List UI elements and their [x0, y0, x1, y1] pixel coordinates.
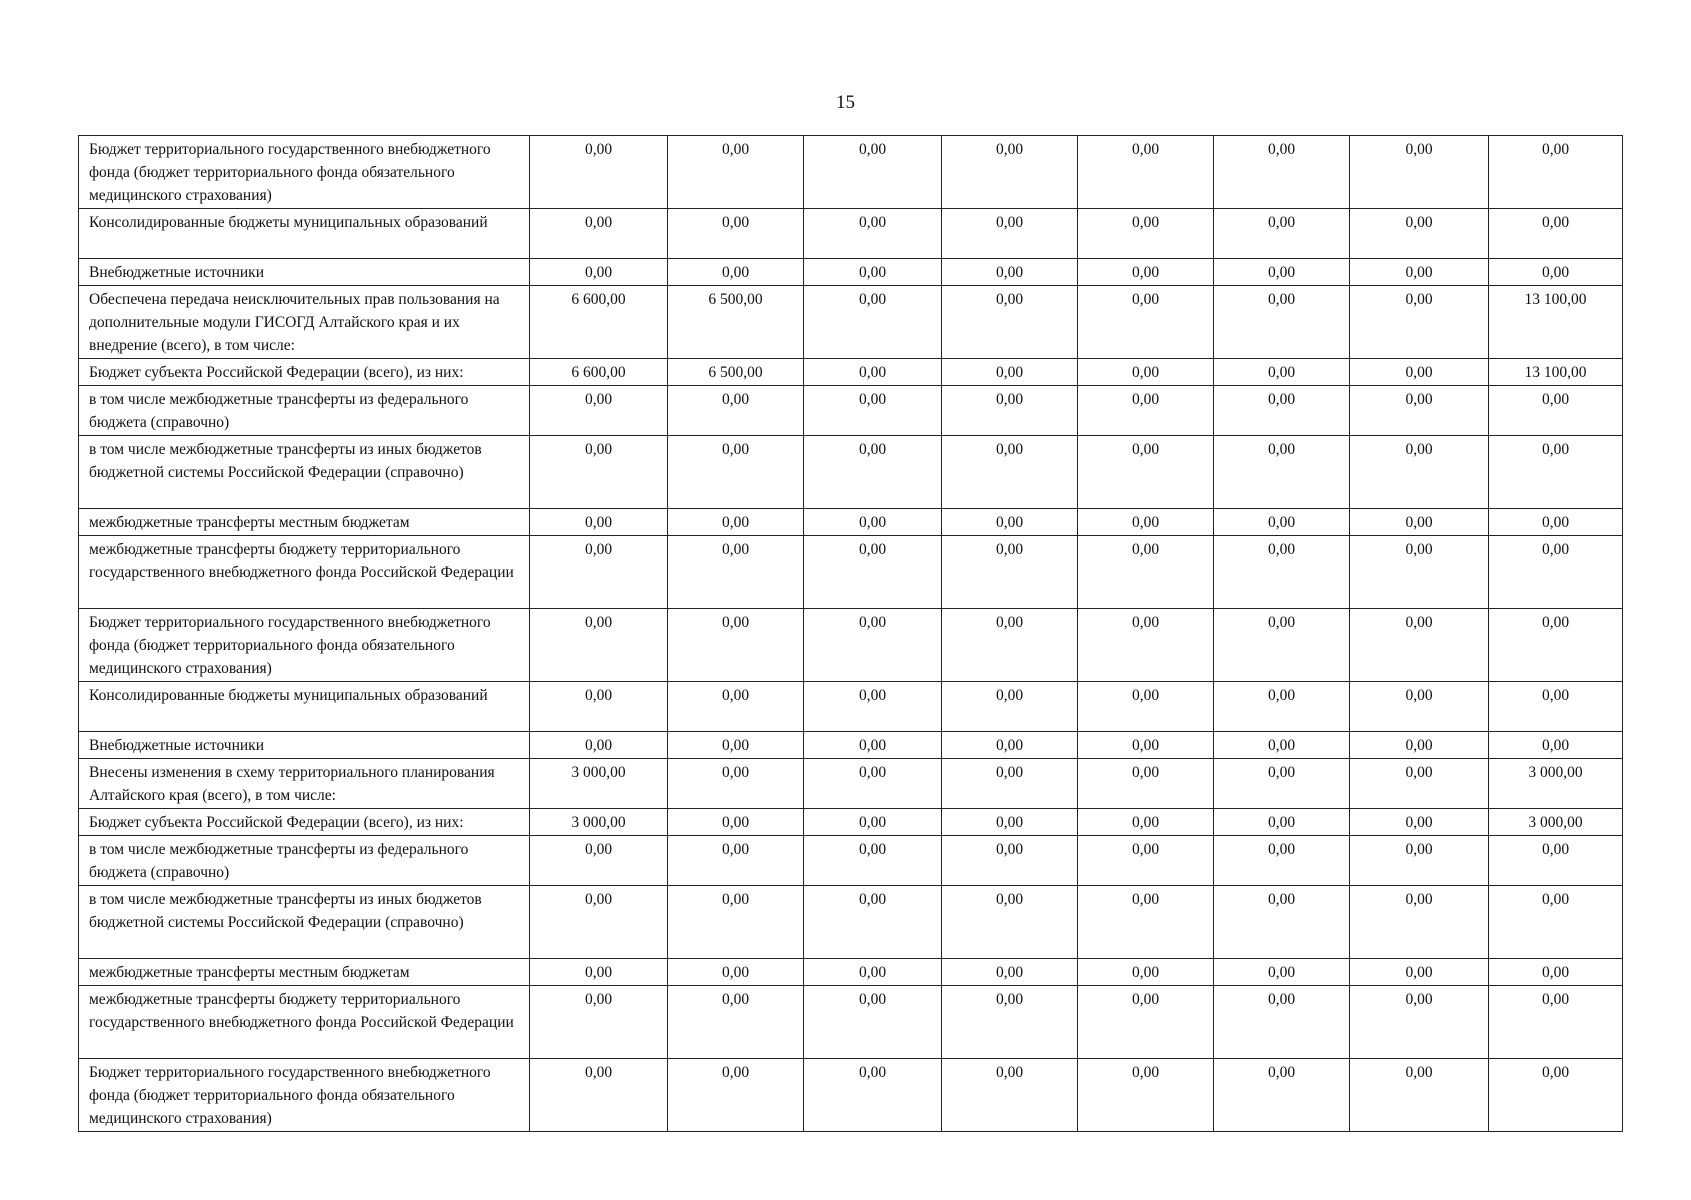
total-cell: 0,00: [1489, 259, 1623, 286]
row-label: межбюджетные трансферты местным бюджетам: [79, 509, 530, 536]
value-cell: 0,00: [530, 1059, 668, 1132]
value-cell: 0,00: [530, 886, 668, 959]
value-cell: 0,00: [1078, 436, 1214, 509]
value-cell: 0,00: [942, 536, 1078, 609]
value-cell: 3 000,00: [530, 759, 668, 809]
table-row: [79, 509, 1623, 536]
row-label: Консолидированные бюджеты муниципальных образований: [79, 682, 530, 732]
value-cell: 0,00: [804, 509, 942, 536]
value-cell: 0,00: [530, 986, 668, 1059]
table-row: [79, 759, 1623, 809]
value-cell: 0,00: [942, 436, 1078, 509]
total-cell: 3 000,00: [1489, 759, 1623, 809]
value-cell: 0,00: [668, 509, 804, 536]
value-cell: 0,00: [668, 209, 804, 259]
value-cell: 0,00: [1078, 136, 1214, 209]
table-row: [79, 609, 1623, 682]
value-cell: 0,00: [1350, 809, 1489, 836]
value-cell: 3 000,00: [530, 809, 668, 836]
value-cell: 0,00: [942, 682, 1078, 732]
value-cell: 0,00: [804, 682, 942, 732]
total-cell: 0,00: [1489, 886, 1623, 959]
value-cell: 0,00: [668, 1059, 804, 1132]
value-cell: 0,00: [668, 536, 804, 609]
value-cell: 0,00: [1350, 959, 1489, 986]
row-label: межбюджетные трансферты местным бюджетам: [79, 959, 530, 986]
total-cell: 0,00: [1489, 536, 1623, 609]
value-cell: 0,00: [530, 436, 668, 509]
value-cell: 0,00: [668, 836, 804, 886]
value-cell: 0,00: [1078, 209, 1214, 259]
value-cell: 0,00: [804, 386, 942, 436]
value-cell: 0,00: [1214, 286, 1350, 359]
value-cell: 0,00: [1214, 732, 1350, 759]
table-row: [79, 1059, 1623, 1132]
value-cell: 0,00: [942, 809, 1078, 836]
value-cell: 6 600,00: [530, 359, 668, 386]
row-label: Бюджет субъекта Российской Федерации (всего), из них:: [79, 809, 530, 836]
value-cell: 0,00: [1078, 836, 1214, 886]
value-cell: 0,00: [1078, 1059, 1214, 1132]
table-row: [79, 986, 1623, 1059]
value-cell: 0,00: [530, 386, 668, 436]
value-cell: 0,00: [668, 732, 804, 759]
value-cell: 0,00: [942, 609, 1078, 682]
value-cell: 0,00: [1350, 436, 1489, 509]
total-cell: 0,00: [1489, 509, 1623, 536]
table-row: [79, 386, 1623, 436]
total-cell: 0,00: [1489, 609, 1623, 682]
row-label: Бюджет территориального государственного внебюджетного фонда (бюджет территориального фонда обязательного медицинского страхования): [79, 1059, 530, 1132]
table-row: [79, 682, 1623, 732]
total-cell: 3 000,00: [1489, 809, 1623, 836]
row-label: Бюджет субъекта Российской Федерации (всего), из них:: [79, 359, 530, 386]
table-row: [79, 286, 1623, 359]
total-cell: 0,00: [1489, 959, 1623, 986]
table-row: [79, 809, 1623, 836]
value-cell: 0,00: [942, 759, 1078, 809]
value-cell: 0,00: [942, 359, 1078, 386]
value-cell: 0,00: [1214, 809, 1350, 836]
value-cell: 0,00: [1078, 682, 1214, 732]
value-cell: 0,00: [1214, 759, 1350, 809]
value-cell: 0,00: [804, 136, 942, 209]
value-cell: 0,00: [668, 436, 804, 509]
value-cell: 0,00: [804, 286, 942, 359]
table-row: [79, 886, 1623, 959]
value-cell: 0,00: [1214, 986, 1350, 1059]
value-cell: 0,00: [1350, 886, 1489, 959]
total-cell: 0,00: [1489, 682, 1623, 732]
value-cell: 0,00: [530, 732, 668, 759]
value-cell: 0,00: [668, 609, 804, 682]
total-cell: 0,00: [1489, 386, 1623, 436]
value-cell: 0,00: [804, 1059, 942, 1132]
row-label: Обеспечена передача неисключительных прав пользования на дополнительные модули ГИСОГД Алтайского края и их внедрение (всего), в том числе:: [79, 286, 530, 359]
value-cell: 0,00: [1214, 959, 1350, 986]
value-cell: 0,00: [1350, 986, 1489, 1059]
table-row: [79, 836, 1623, 886]
value-cell: 0,00: [1350, 509, 1489, 536]
value-cell: 0,00: [1078, 732, 1214, 759]
total-cell: 0,00: [1489, 136, 1623, 209]
value-cell: 6 600,00: [530, 286, 668, 359]
page-number: 15: [836, 92, 855, 113]
total-cell: 13 100,00: [1489, 286, 1623, 359]
value-cell: 0,00: [1350, 836, 1489, 886]
value-cell: 0,00: [1078, 986, 1214, 1059]
value-cell: 0,00: [942, 959, 1078, 986]
value-cell: 0,00: [1214, 836, 1350, 886]
value-cell: 0,00: [804, 759, 942, 809]
value-cell: 0,00: [804, 536, 942, 609]
table-row: [79, 359, 1623, 386]
value-cell: 0,00: [942, 836, 1078, 886]
value-cell: 0,00: [530, 209, 668, 259]
value-cell: 0,00: [668, 386, 804, 436]
value-cell: 0,00: [1078, 509, 1214, 536]
value-cell: 0,00: [530, 136, 668, 209]
row-label: Внебюджетные источники: [79, 732, 530, 759]
value-cell: 0,00: [1214, 682, 1350, 732]
value-cell: 0,00: [804, 259, 942, 286]
value-cell: 0,00: [1214, 386, 1350, 436]
value-cell: 0,00: [530, 536, 668, 609]
value-cell: 0,00: [668, 136, 804, 209]
value-cell: 0,00: [1350, 732, 1489, 759]
value-cell: 0,00: [804, 732, 942, 759]
row-label: Бюджет территориального государственного внебюджетного фонда (бюджет территориального фонда обязательного медицинского страхования): [79, 609, 530, 682]
value-cell: 0,00: [668, 986, 804, 1059]
value-cell: 0,00: [942, 286, 1078, 359]
value-cell: 0,00: [1350, 209, 1489, 259]
value-cell: 0,00: [804, 986, 942, 1059]
value-cell: 0,00: [1350, 536, 1489, 609]
row-label: Внебюджетные источники: [79, 259, 530, 286]
value-cell: 0,00: [668, 959, 804, 986]
value-cell: 0,00: [804, 609, 942, 682]
value-cell: 0,00: [1350, 609, 1489, 682]
value-cell: 0,00: [942, 209, 1078, 259]
value-cell: 0,00: [530, 609, 668, 682]
value-cell: 6 500,00: [668, 359, 804, 386]
value-cell: 0,00: [1214, 259, 1350, 286]
table-row: [79, 959, 1623, 986]
value-cell: 0,00: [804, 836, 942, 886]
value-cell: 0,00: [668, 759, 804, 809]
value-cell: 0,00: [1350, 359, 1489, 386]
value-cell: 0,00: [942, 986, 1078, 1059]
table-body: [79, 136, 1623, 1132]
row-label: Внесены изменения в схему территориального планирования Алтайского края (всего), в том числе:: [79, 759, 530, 809]
value-cell: 0,00: [942, 509, 1078, 536]
value-cell: 0,00: [1078, 959, 1214, 986]
value-cell: 0,00: [942, 886, 1078, 959]
value-cell: 0,00: [668, 809, 804, 836]
table-row: [79, 136, 1623, 209]
value-cell: 0,00: [1078, 886, 1214, 959]
value-cell: 0,00: [1350, 1059, 1489, 1132]
value-cell: 0,00: [1078, 259, 1214, 286]
value-cell: 0,00: [942, 386, 1078, 436]
value-cell: 0,00: [1078, 286, 1214, 359]
value-cell: 0,00: [1078, 536, 1214, 609]
value-cell: 0,00: [804, 886, 942, 959]
value-cell: 0,00: [1078, 609, 1214, 682]
value-cell: 0,00: [1078, 359, 1214, 386]
value-cell: 0,00: [1078, 386, 1214, 436]
value-cell: 0,00: [668, 682, 804, 732]
total-cell: 0,00: [1489, 209, 1623, 259]
value-cell: 0,00: [1350, 682, 1489, 732]
budget-table: [78, 135, 1623, 1132]
value-cell: 0,00: [1350, 759, 1489, 809]
total-cell: 0,00: [1489, 436, 1623, 509]
value-cell: 0,00: [942, 1059, 1078, 1132]
total-cell: 13 100,00: [1489, 359, 1623, 386]
value-cell: 0,00: [530, 836, 668, 886]
value-cell: 0,00: [1214, 436, 1350, 509]
value-cell: 0,00: [1214, 509, 1350, 536]
value-cell: 0,00: [530, 959, 668, 986]
value-cell: 0,00: [942, 136, 1078, 209]
value-cell: 0,00: [804, 959, 942, 986]
value-cell: 0,00: [530, 509, 668, 536]
row-label: Бюджет территориального государственного внебюджетного фонда (бюджет территориального фонда обязательного медицинского страхования): [79, 136, 530, 209]
row-label: в том числе межбюджетные трансферты из иных бюджетов бюджетной системы Российской Федерации (справочно): [79, 436, 530, 509]
value-cell: 0,00: [1214, 1059, 1350, 1132]
value-cell: 0,00: [668, 259, 804, 286]
table-row: [79, 209, 1623, 259]
value-cell: 0,00: [942, 732, 1078, 759]
table-row: [79, 732, 1623, 759]
table-row: [79, 436, 1623, 509]
value-cell: 0,00: [1078, 809, 1214, 836]
value-cell: 0,00: [1214, 209, 1350, 259]
value-cell: 0,00: [804, 436, 942, 509]
row-label: Консолидированные бюджеты муниципальных образований: [79, 209, 530, 259]
value-cell: 0,00: [804, 809, 942, 836]
value-cell: 0,00: [1214, 536, 1350, 609]
value-cell: 0,00: [804, 209, 942, 259]
value-cell: 0,00: [530, 682, 668, 732]
value-cell: 0,00: [942, 259, 1078, 286]
total-cell: 0,00: [1489, 732, 1623, 759]
total-cell: 0,00: [1489, 836, 1623, 886]
row-label: в том числе межбюджетные трансферты из федерального бюджета (справочно): [79, 386, 530, 436]
total-cell: 0,00: [1489, 1059, 1623, 1132]
row-label: межбюджетные трансферты бюджету территориального государственного внебюджетного фонда Российской Федерации: [79, 986, 530, 1059]
value-cell: 0,00: [1214, 609, 1350, 682]
value-cell: 0,00: [1350, 286, 1489, 359]
value-cell: 0,00: [1350, 136, 1489, 209]
value-cell: 0,00: [1350, 386, 1489, 436]
value-cell: 6 500,00: [668, 286, 804, 359]
table-row: [79, 259, 1623, 286]
row-label: в том числе межбюджетные трансферты из федерального бюджета (справочно): [79, 836, 530, 886]
value-cell: 0,00: [1214, 886, 1350, 959]
value-cell: 0,00: [1214, 359, 1350, 386]
value-cell: 0,00: [1214, 136, 1350, 209]
row-label: в том числе межбюджетные трансферты из иных бюджетов бюджетной системы Российской Федерации (справочно): [79, 886, 530, 959]
value-cell: 0,00: [668, 886, 804, 959]
table-row: [79, 536, 1623, 609]
value-cell: 0,00: [530, 259, 668, 286]
row-label: межбюджетные трансферты бюджету территориального государственного внебюджетного фонда Российской Федерации: [79, 536, 530, 609]
total-cell: 0,00: [1489, 986, 1623, 1059]
value-cell: 0,00: [1350, 259, 1489, 286]
value-cell: 0,00: [804, 359, 942, 386]
value-cell: 0,00: [1078, 759, 1214, 809]
